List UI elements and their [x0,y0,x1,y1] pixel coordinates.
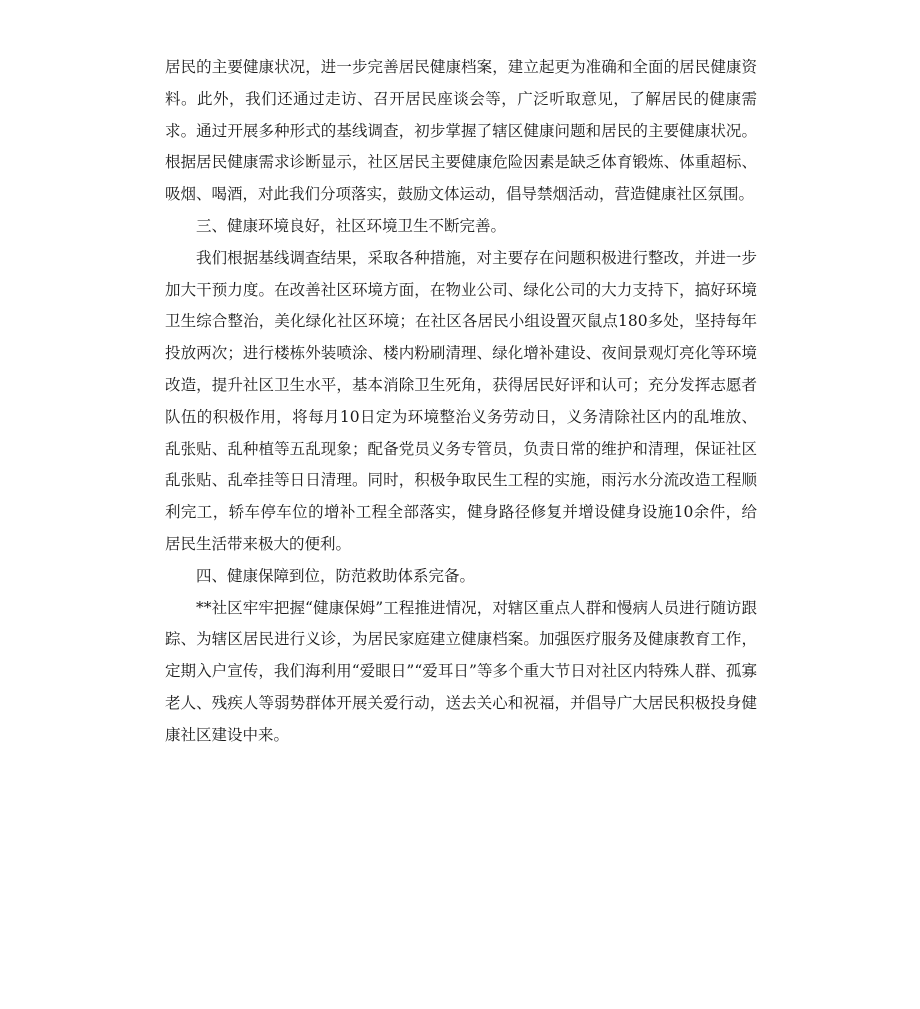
document-page [165,52,757,752]
paragraph-section-4: **社区牢牢把握“健康保姆”工程推进情况，对辖区重点人群和慢病人员进行随访跟踪、为辖区居民进行义诊，为居民家庭建立健康档案。加强医疗服务及健康教育工作，定期入户宣传，我们海利用“爱眼日”“爱耳日”等多个重大节日对社区内特殊人群、孤寡老人、残疾人等弱势群体开展关爱行动，送去关心和祝福，并倡导广大居民积极投身健康社区建设中来。 [165,598,757,744]
section-heading-3: 三、健康环境良好，社区环境卫生不断完善。 [196,216,507,235]
paragraph-section-3: 我们根据基线调查结果，采取各种措施，对主要存在问题积极进行整改，并进一步加大干预力度。在改善社区环境方面，在物业公司、绿化公司的大力支持下，搞好环境卫生综合整治，美化绿化社区环境；在社区各居民小组设置灭鼠点180多处，坚持每年投放两次；进行楼栋外装喷涂、楼内粉刷清理、绿化增补建设、夜间景观灯亮化等环境改造，提升社区卫生水平，基本消除卫生死角，获得居民好评和认可；充分发挥志愿者队伍的积极作用，将每月10日定为环境整治义务劳动日，义务清除社区内的乱堆放、乱张贴、乱种植等五乱现象；配备党员义务专管员，负责日常的维护和清理，保证社区乱张贴、乱牵挂等日日清理。同时，积极争取民生工程的实施，雨污水分流改造工程顺利完工，轿车停车位的增补工程全部落实，健身路径修复并增设健身设施10余件，给居民生活带来极大的便利。 [165,248,757,553]
paragraph-continuation: 居民的主要健康状况，进一步完善居民健康档案，建立起更为准确和全面的居民健康资料。此外，我们还通过走访、召开居民座谈会等，广泛听取意见，了解居民的健康需求。通过开展多种形式的基线调查，初步掌握了辖区健康问题和居民的主要健康状况。根据居民健康需求诊断显示，社区居民主要健康危险因素是缺乏体育锻炼、体重超标、吸烟、喝酒，对此我们分项落实，鼓励文体运动，倡导禁烟活动，营造健康社区氛围。 [165,58,757,204]
section-heading-4: 四、健康保障到位，防范救助体系完备。 [196,566,476,585]
